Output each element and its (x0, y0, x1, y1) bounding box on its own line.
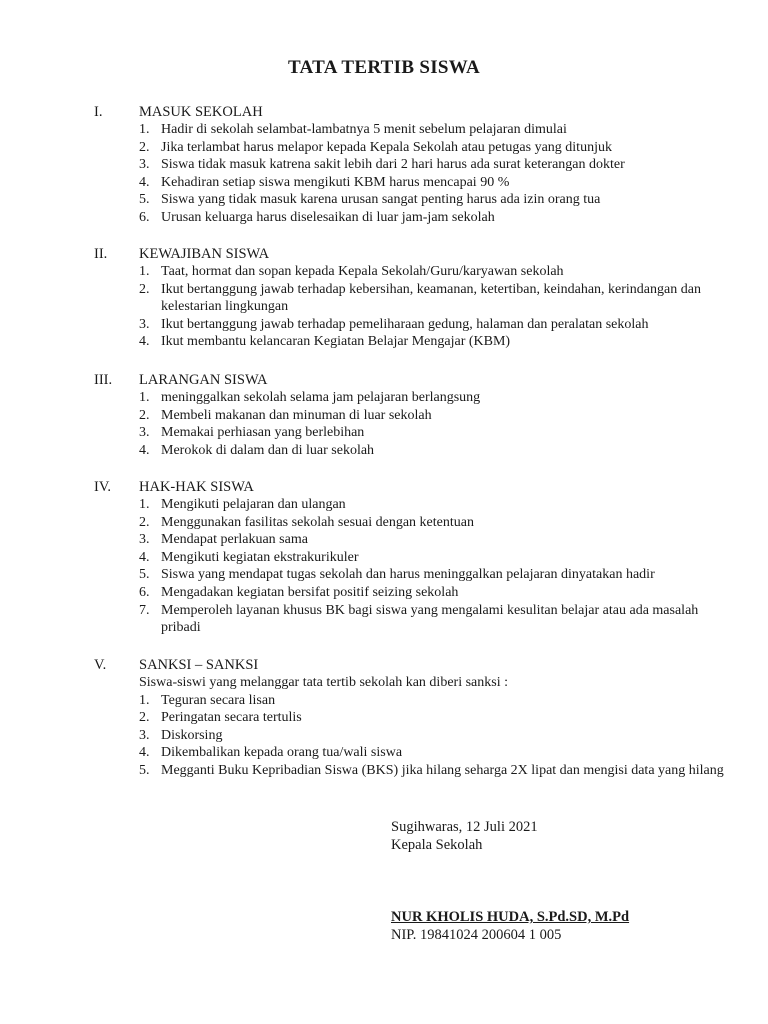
list-item: 2. Ikut bertanggung jawab terhadap kebersihan, keamanan, ketertiban, keindahan, kerindangan dan kelestarian lingkungan (139, 281, 701, 315)
list-item: 3. Mendapat perlakuan sama (139, 532, 308, 548)
section-heading (94, 371, 734, 389)
section-title: KEWAJIBAN SISWA (139, 246, 270, 262)
list-item: 4. Mengikuti kegiatan ekstrakurikuler (139, 549, 359, 565)
list-item: 5. Megganti Buku Kepribadian Siswa (BKS) jika hilang seharga 2X lipat dan mengisi data yang hilang (139, 762, 724, 778)
section-masuk-sekolah (94, 103, 734, 227)
section-heading (94, 656, 734, 674)
list-item: 6. Urusan keluarga harus diselesaikan di luar jam-jam sekolah (139, 209, 495, 225)
rule-list (139, 263, 734, 351)
list-item: 4. Dikembalikan kepada orang tua/wali siswa (139, 745, 403, 761)
section-heading (94, 103, 734, 121)
list-item: 1. Mengikuti pelajaran dan ulangan (139, 497, 346, 512)
section-larangan-siswa (94, 371, 734, 459)
list-item: 1. meninggalkan sekolah selama jam pelajaran berlangsung (139, 390, 481, 405)
place-date: Sugihwaras, 12 Juli 2021 (391, 819, 538, 835)
rule-list (139, 496, 734, 637)
list-item: 5. Siswa yang mendapat tugas sekolah dan harus meninggalkan pelajaran dinyatakan hadir (139, 567, 655, 583)
section-numeral: I. (94, 104, 103, 120)
section-title: LARANGAN SISWA (139, 372, 268, 388)
list-item: 2. Menggunakan fasilitas sekolah sesuai dengan ketentuan (139, 514, 474, 530)
list-item: 4. Merokok di dalam dan di luar sekolah (139, 442, 375, 458)
list-item: 2. Peringatan secara tertulis (139, 710, 302, 726)
section-title: HAK-HAK SISWA (139, 479, 254, 495)
section-title: MASUK SEKOLAH (139, 104, 263, 120)
section-numeral: V. (94, 657, 107, 673)
list-item: 3. Ikut bertanggung jawab terhadap pemeliharaan gedung, halaman dan peralatan sekolah (139, 316, 649, 332)
list-item: 1. Hadir di sekolah selambat-lambatnya 5 menit sebelum pelajaran dimulai (139, 122, 567, 137)
signer-name: NUR KHOLIS HUDA, S.Pd.SD, M.Pd (391, 909, 630, 925)
section-numeral: IV. (94, 479, 112, 495)
section-hak-hak-siswa (94, 478, 734, 637)
section-heading (94, 245, 734, 263)
list-item: 5. Siswa yang tidak masuk karena urusan sangat penting harus ada izin orang tua (139, 192, 601, 208)
list-item: 7. Memperoleh layanan khusus BK bagi siswa yang mengalami kesulitan belajar atau ada masalah pribadi (139, 602, 699, 636)
rule-list (139, 389, 734, 459)
list-item: 1. Taat, hormat dan sopan kepada Kepala Sekolah/Guru/karyawan sekolah (139, 264, 564, 279)
document-title: TATA TERTIB SISWA (287, 57, 481, 78)
list-item: 4. Kehadiran setiap siswa mengikuti KBM harus mencapai 90 % (139, 174, 510, 190)
section-intro: Siswa-siswi yang melanggar tata tertib sekolah kan diberi sanksi : (139, 675, 508, 690)
list-item: 1. Teguran secara lisan (139, 692, 276, 708)
rule-list (139, 121, 734, 227)
signer-nip: NIP. 19841024 200604 1 005 (391, 927, 562, 943)
section-numeral: III. (94, 372, 113, 388)
section-kewajiban-siswa (94, 245, 734, 351)
list-item: 2. Membeli makanan dan minuman di luar sekolah (139, 407, 432, 423)
list-item: 3. Diskorsing (139, 727, 223, 743)
rule-list (139, 692, 734, 780)
section-title: SANKSI – SANKSI (139, 657, 259, 673)
section-heading (94, 478, 734, 496)
list-item: 2. Jika terlambat harus melapor kepada Kepala Sekolah atau petugas yang ditunjuk (139, 139, 612, 155)
list-item: 6. Mengadakan kegiatan bersifat positif seizing sekolah (139, 584, 459, 600)
section-sanksi (94, 656, 734, 780)
section-numeral: II. (94, 246, 108, 262)
list-item: 3. Siswa tidak masuk katrena sakit lebih dari 2 hari harus ada surat keterangan dokter (139, 157, 625, 173)
list-item: 4. Ikut membantu kelancaran Kegiatan Belajar Mengajar (KBM) (139, 334, 511, 350)
list-item: 3. Memakai perhiasan yang berlebihan (139, 425, 365, 441)
signer-position: Kepala Sekolah (391, 837, 483, 853)
